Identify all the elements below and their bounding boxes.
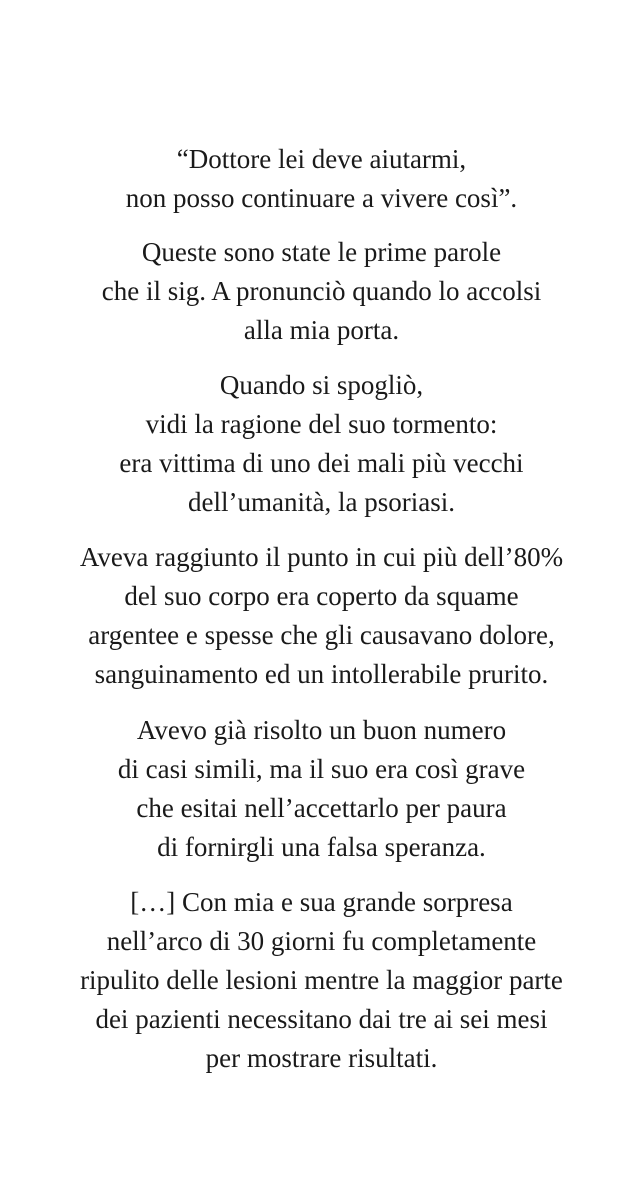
- text-line: dei pazienti necessitano dai tre ai sei mesi: [95, 1004, 548, 1034]
- text-line: nell’arco di 30 giorni fu completamente: [106, 926, 537, 956]
- paragraph-diagnosis: [40, 366, 603, 522]
- text-line: del suo corpo era coperto da squame: [124, 581, 519, 611]
- paragraph-condition: [40, 538, 603, 694]
- text-line: ripulito delle lesioni mentre la maggior parte: [80, 965, 563, 995]
- text-line: vidi la ragione del suo tormento:: [145, 409, 498, 439]
- text-line: Aveva raggiunto il punto in cui più dell’80%: [79, 542, 564, 572]
- text-line: di casi simili, ma il suo era così grave: [117, 754, 526, 784]
- paragraph-quote: [40, 140, 603, 218]
- text-line: […] Con mia e sua grande sorpresa: [130, 887, 513, 917]
- text-line: dell’umanità, la psoriasi.: [188, 487, 455, 517]
- text-line: “Dottore lei deve aiutarmi,: [176, 144, 467, 174]
- text-line: Queste sono state le prime parole: [141, 237, 502, 267]
- text-line: per mostrare risultati.: [205, 1043, 438, 1073]
- text-line: non posso continuare a vivere così”.: [125, 183, 518, 213]
- paragraph-first-words: [40, 233, 603, 350]
- text-line: che il sig. A pronunciò quando lo accolsi: [101, 276, 542, 306]
- text-line: era vittima di uno dei mali più vecchi: [119, 448, 524, 478]
- text-line: che esitai nell’accettarlo per paura: [136, 793, 507, 823]
- text-line: di fornirgli una falsa speranza.: [157, 832, 486, 862]
- text-line: alla mia porta.: [243, 315, 400, 345]
- paragraph-results: [40, 883, 603, 1078]
- text-line: Avevo già risolto un buon numero: [136, 715, 507, 745]
- text-line: Quando si spogliò,: [219, 370, 424, 400]
- paragraph-hesitation: [40, 711, 603, 867]
- text-line: argentee e spesse che gli causavano dolore,: [88, 620, 555, 650]
- text-line: sanguinamento ed un intollerabile prurito.: [94, 659, 549, 689]
